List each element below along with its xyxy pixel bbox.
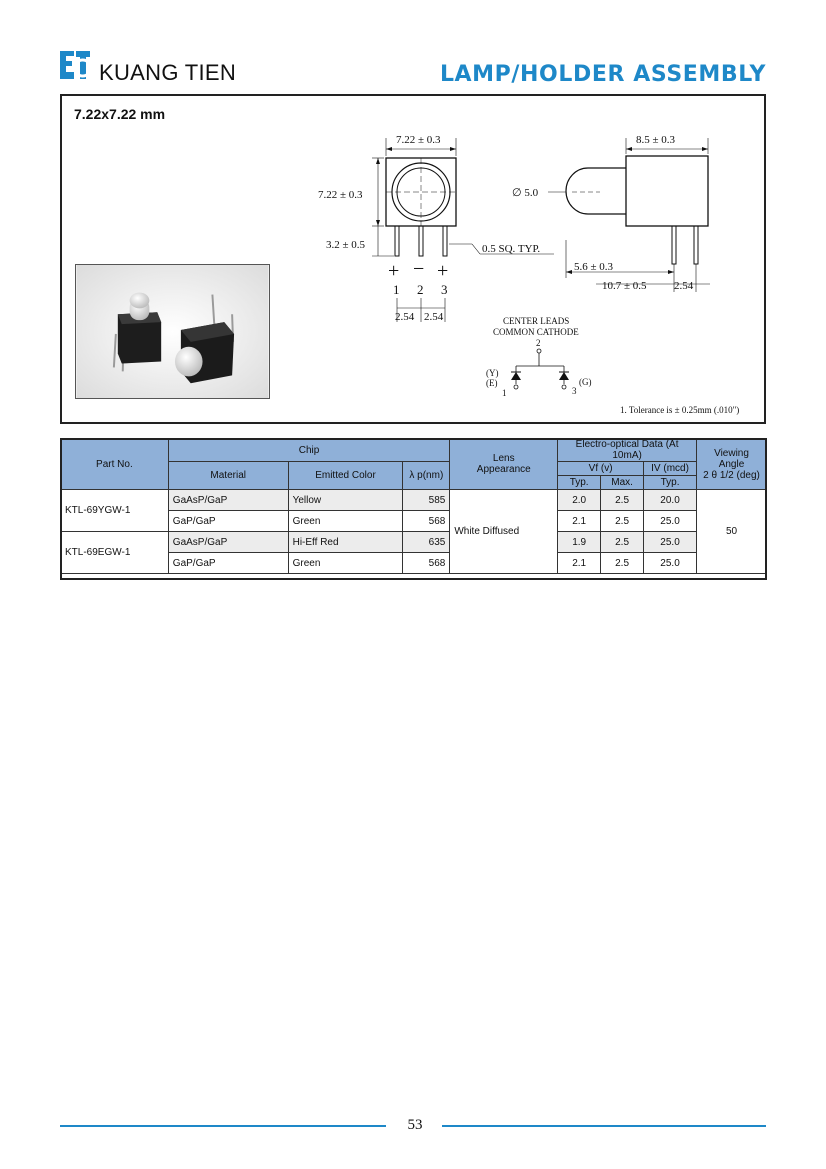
header-lens: Lens Appearance bbox=[450, 439, 558, 490]
pin-sign-1: + bbox=[388, 260, 400, 282]
part-number: KTL-69EGW-1 bbox=[61, 532, 169, 574]
lambda-cell: 585 bbox=[403, 490, 450, 511]
brand-name: KUANG TIEN bbox=[99, 60, 237, 85]
iv-typ-cell: 25.0 bbox=[644, 532, 697, 553]
viewing-angle-cell: 50 bbox=[697, 490, 767, 574]
dim-lead-length: 3.2 ± 0.5 bbox=[326, 239, 366, 251]
footer-divider-left bbox=[60, 1125, 386, 1127]
dim-lens-offset: 5.6 ± 0.3 bbox=[574, 261, 614, 273]
tolerance-note: 1. Tolerance is ± 0.25mm (.010") bbox=[620, 405, 740, 415]
vf-typ-cell: 1.9 bbox=[558, 532, 601, 553]
lambda-cell: 568 bbox=[403, 553, 450, 574]
header-iv-typ: Typ. bbox=[644, 476, 697, 490]
header-iv: IV (mcd) bbox=[644, 462, 697, 476]
header-lambda: λ p(nm) bbox=[403, 462, 450, 490]
vf-max-cell: 2.5 bbox=[601, 553, 644, 574]
page-number: 53 bbox=[407, 1117, 423, 1133]
dim-width: 7.22 ± 0.3 bbox=[396, 134, 441, 146]
header-emitted-color: Emitted Color bbox=[288, 462, 403, 490]
dim-lead-square: 0.5 SQ. TYP. bbox=[482, 243, 541, 255]
color-cell: Yellow bbox=[288, 490, 403, 511]
pin-number-1: 1 bbox=[393, 282, 400, 297]
kuang-tien-logo-icon bbox=[58, 48, 92, 82]
material-cell: GaAsP/GaP bbox=[168, 490, 288, 511]
table-row bbox=[61, 490, 767, 511]
color-cell: Green bbox=[288, 511, 403, 532]
circuit-left-label-2: (E) bbox=[486, 378, 498, 388]
dim-total: 10.7 ± 0.5 bbox=[602, 280, 647, 292]
iv-typ-cell: 25.0 bbox=[644, 553, 697, 574]
vf-typ-cell: 2.0 bbox=[558, 490, 601, 511]
header-material: Material bbox=[168, 462, 288, 490]
spec-table bbox=[60, 438, 767, 574]
circuit-left-label-1: (Y) bbox=[486, 368, 499, 378]
vf-max-cell: 2.5 bbox=[601, 511, 644, 532]
pin-number-2: 2 bbox=[417, 282, 424, 297]
vf-max-cell: 2.5 bbox=[601, 490, 644, 511]
color-cell: Hi-Eff Red bbox=[288, 532, 403, 553]
header-viewing: Viewing Angle 2 θ 1/2 (deg) bbox=[697, 439, 767, 490]
header-chip: Chip bbox=[168, 439, 450, 462]
dim-pitch-side: 2.54 bbox=[674, 280, 694, 292]
circuit-right-pin: 3 bbox=[572, 386, 577, 396]
header-electro: Electro-optical Data (At 10mA) bbox=[558, 439, 697, 462]
material-cell: GaP/GaP bbox=[168, 511, 288, 532]
footer-divider-right bbox=[442, 1125, 766, 1127]
circuit-title-2: COMMON CATHODE bbox=[493, 327, 579, 337]
size-label: 7.22x7.22 mm bbox=[74, 106, 166, 122]
part-number: KTL-69YGW-1 bbox=[61, 490, 169, 532]
pin-sign-3: + bbox=[437, 260, 449, 282]
circuit-title-1: CENTER LEADS bbox=[503, 316, 570, 326]
header-vf: Vf (v) bbox=[558, 462, 644, 476]
material-cell: GaP/GaP bbox=[168, 553, 288, 574]
table-row bbox=[61, 532, 767, 553]
circuit-left-pin: 1 bbox=[502, 388, 507, 398]
dim-depth: 8.5 ± 0.3 bbox=[636, 134, 676, 146]
header-part-no: Part No. bbox=[61, 439, 169, 490]
header-vf-typ: Typ. bbox=[558, 476, 601, 490]
dim-height: 7.22 ± 0.3 bbox=[318, 189, 363, 201]
vf-typ-cell: 2.1 bbox=[558, 553, 601, 574]
lens-cell: White Diffused bbox=[450, 490, 558, 574]
pitch-right: 2.54 bbox=[424, 311, 444, 323]
circuit-pin-2: 2 bbox=[536, 338, 541, 348]
dimension-drawing bbox=[300, 122, 730, 422]
vf-max-cell: 2.5 bbox=[601, 532, 644, 553]
pin-sign-2: − bbox=[413, 258, 425, 280]
pitch-left: 2.54 bbox=[395, 311, 415, 323]
lambda-cell: 635 bbox=[403, 532, 450, 553]
lambda-cell: 568 bbox=[403, 511, 450, 532]
material-cell: GaAsP/GaP bbox=[168, 532, 288, 553]
vf-typ-cell: 2.1 bbox=[558, 511, 601, 532]
circuit-right-label: (G) bbox=[579, 377, 592, 387]
color-cell: Green bbox=[288, 553, 403, 574]
iv-typ-cell: 25.0 bbox=[644, 511, 697, 532]
header-vf-max: Max. bbox=[601, 476, 644, 490]
iv-typ-cell: 20.0 bbox=[644, 490, 697, 511]
page-title: LAMP/HOLDER ASSEMBLY bbox=[439, 62, 766, 87]
product-photo bbox=[75, 264, 270, 399]
pin-number-3: 3 bbox=[441, 282, 448, 297]
dim-lens-diameter: ∅ 5.0 bbox=[512, 187, 539, 199]
